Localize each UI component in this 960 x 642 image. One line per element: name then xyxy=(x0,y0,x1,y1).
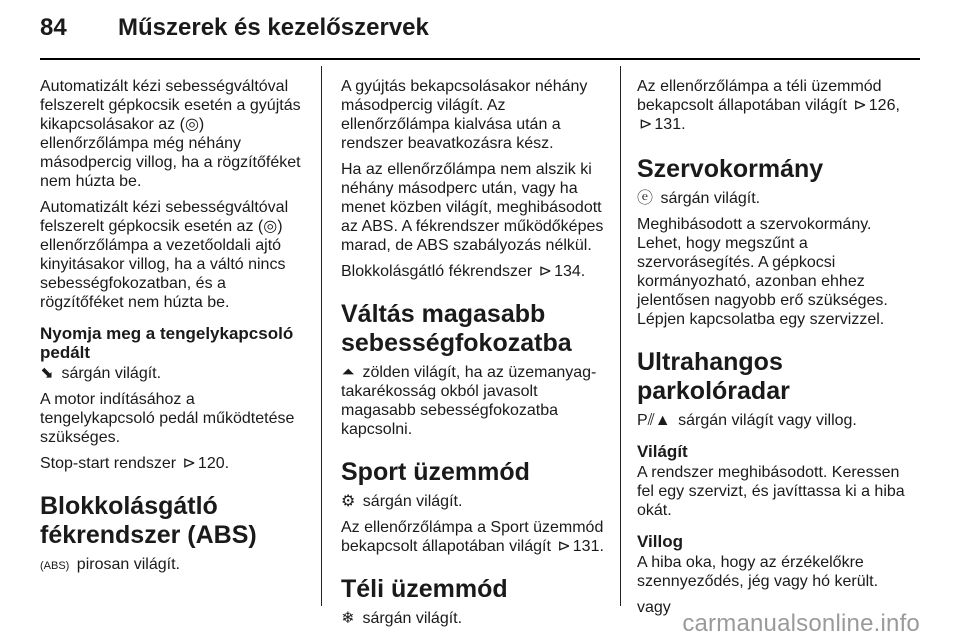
paragraph: Az ellenőrzőlámpa a téli üzemmód bekapcsolt állapotában világít ⊳ 126, ⊳ 131. xyxy=(637,78,900,133)
paragraph: Az ellenőrzőlámpa a Sport üzemmód bekapcsolt állapotában világít ⊳ 131. xyxy=(341,519,604,555)
page-ref-icon: ⊳ xyxy=(853,97,867,114)
column-divider-2 xyxy=(620,66,621,606)
paragraph: ⏶ zölden világít, ha az üzemanyag-takarékosság okból javasolt magasabb sebességfokozatba kapcsolni. xyxy=(341,364,597,438)
section-heading-power-steering: Szervokormány xyxy=(637,155,824,183)
section-heading-clutch: Nyomja meg a tengelykapcsoló pedált xyxy=(40,324,294,362)
park-assist-icon: P⫽▲ xyxy=(637,412,671,429)
section-heading-upshift: Váltás magasabb sebességfokozatba xyxy=(341,300,572,357)
page-ref-link[interactable]: 131. xyxy=(572,538,604,555)
paragraph: A hiba oka, hogy az érzékelőkre szennyeződés, jég vagy hó került. xyxy=(637,554,879,590)
clutch-pedal-icon: ⬊ xyxy=(40,365,54,382)
page-header xyxy=(40,14,429,50)
header-rule xyxy=(40,58,920,60)
page-ref-link[interactable]: 120. xyxy=(197,455,230,472)
chapter-title: Műszerek és kezelőszervek xyxy=(118,14,429,41)
page-ref-link[interactable]: 131. xyxy=(654,116,686,133)
paragraph: P⫽▲ sárgán világít vagy villog. xyxy=(637,412,857,429)
column-3 xyxy=(637,77,909,624)
transmission-warning-icon: (◎) xyxy=(179,116,205,133)
page-ref-link[interactable]: 134. xyxy=(554,263,586,280)
paragraph: A rendszer meghibásodott. Keressen fel egy szervizt, és javíttassa ki a hiba okát. xyxy=(637,464,905,519)
column-divider-1 xyxy=(321,66,322,606)
paragraph: vagy xyxy=(637,599,671,616)
transmission-warning-icon: (◎) xyxy=(257,218,283,235)
paragraph: Stop-start rendszer ⊳ 120. xyxy=(40,455,230,472)
paragraph: ⓔ sárgán világít. xyxy=(637,190,761,207)
paragraph: Automatizált kézi sebességváltóval felszerelt gépkocsik esetén a gyújtás kikapcsolásakor az (◎) ellenőrzőlámpa még néhány másodpercig villog, ha a rögzítőféket nem húzta be. xyxy=(40,78,301,190)
section-heading-abs: Blokkolásgátló fékrendszer (ABS) xyxy=(40,492,257,549)
sport-mode-icon: ⚙ xyxy=(341,493,356,510)
watermark: carmanualsonline.info xyxy=(682,610,920,637)
section-heading-sport: Sport üzemmód xyxy=(341,458,530,486)
page-ref-icon: ⊳ xyxy=(182,455,196,472)
paragraph: ❄ sárgán világít. xyxy=(341,610,463,627)
subheading-flashes: Villog xyxy=(637,532,683,551)
paragraph: Meghibásodott a szervokormány. Lehet, hogy megszűnt a szervorásegítés. A gépkocsi kormányozható, azonban ehhez jelentősen nagyobb erő szükséges. Lépjen kapcsolatba egy szervizzel. xyxy=(637,216,888,328)
column-2 xyxy=(341,77,613,635)
section-heading-winter: Téli üzemmód xyxy=(341,575,508,603)
paragraph: Automatizált kézi sebességváltóval felszerelt gépkocsik esetén az (◎) ellenőrzőlámpa a vezetőoldali ajtó kinyitásakor villog, ha a váltó nincs sebességfokozatban, és a rögzítőféket nem húzta be. xyxy=(40,199,289,311)
paragraph: ⚙ sárgán világít. xyxy=(341,493,463,510)
upshift-arrow-icon: ⏶ xyxy=(341,364,355,381)
paragraph: A gyújtás bekapcsolásakor néhány másodpercig világít. Az ellenőrzőlámpa kialvása után a rendszer beavatkozásra kész. xyxy=(341,78,588,152)
paragraph: Ha az ellenőrzőlámpa nem alszik ki néhány másodperc után, vagy ha menet közben világít, meghibásodott az ABS. A fékrendszer működőképes marad, de ABS szabályozás nélkül. xyxy=(341,161,604,254)
steering-wheel-icon: ⓔ xyxy=(637,190,654,207)
page-ref-link[interactable]: 126, xyxy=(868,97,900,114)
paragraph: Blokkolásgátló fékrendszer ⊳ 134. xyxy=(341,263,586,280)
abs-icon: (ABS) xyxy=(40,560,70,572)
subheading-lights: Világít xyxy=(637,442,688,461)
page-ref-icon: ⊳ xyxy=(538,263,553,280)
page-ref-icon: ⊳ xyxy=(557,538,571,555)
paragraph: A motor indításához a tengelykapcsoló pedál működtetése szükséges. xyxy=(40,391,295,446)
section-heading-park-radar: Ultrahangos parkolóradar xyxy=(637,348,790,405)
page-ref-icon: ⊳ xyxy=(639,116,653,133)
page-number: 84 xyxy=(40,14,67,41)
paragraph: (ABS) pirosan világít. xyxy=(40,555,312,576)
paragraph: ⬊ sárgán világít. xyxy=(40,365,162,382)
column-1 xyxy=(40,77,312,583)
snowflake-icon: ❄ xyxy=(341,610,355,627)
